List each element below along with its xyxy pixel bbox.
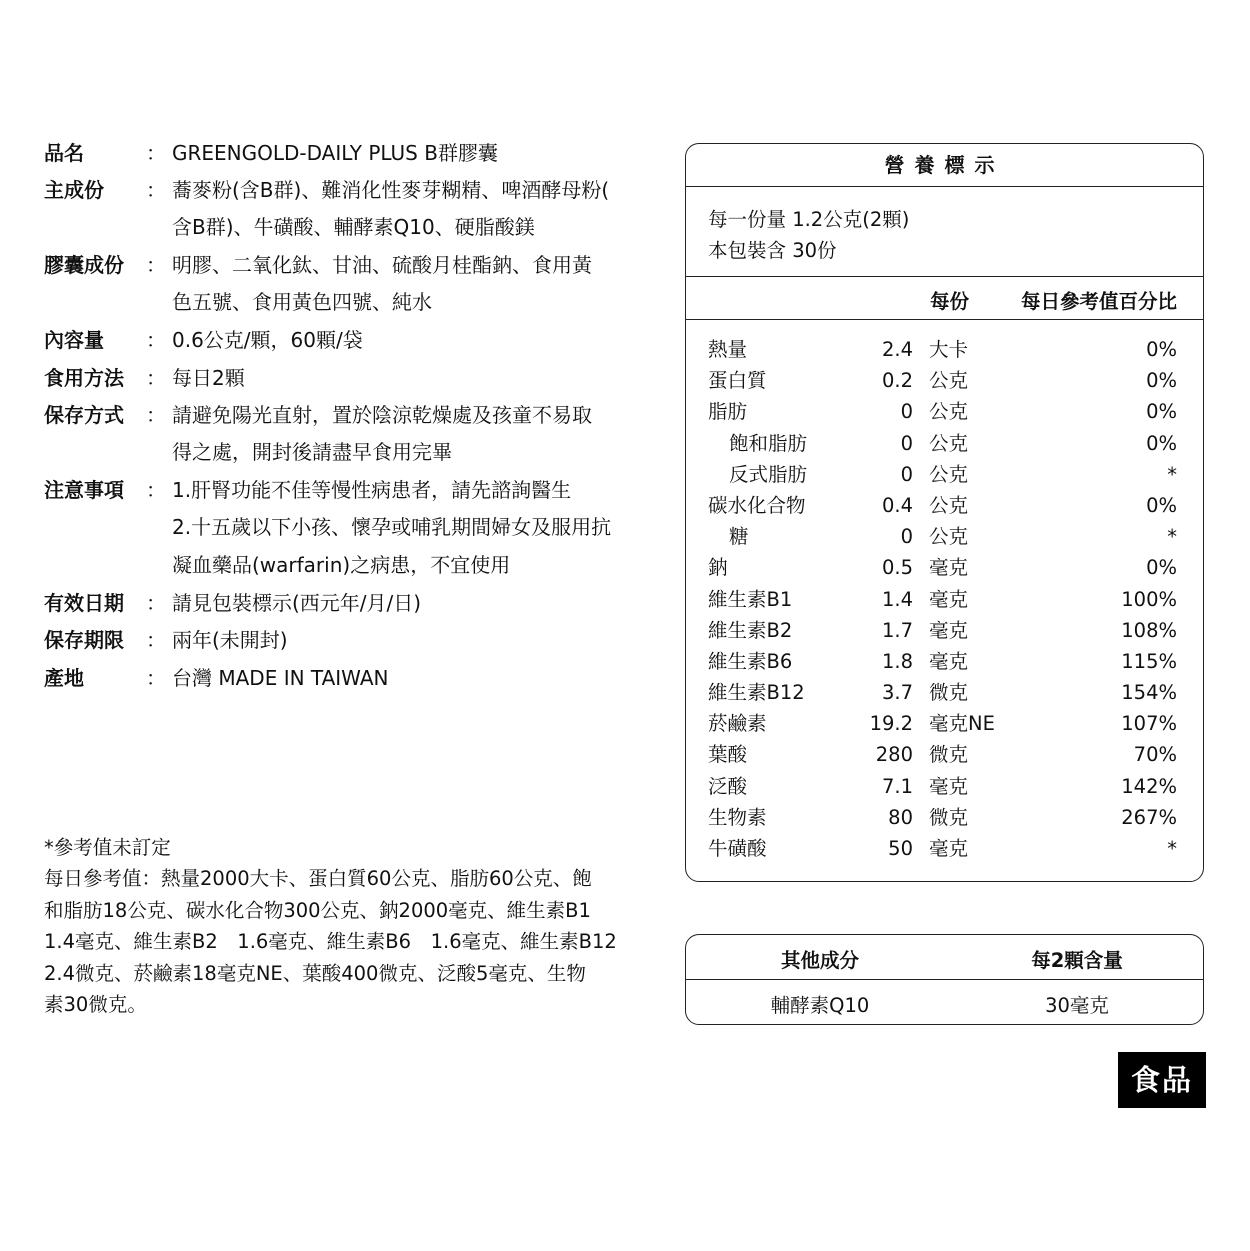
info-value-line: 請見包裝標示(西元年/月/日) — [172, 591, 422, 615]
info-value-line: 請避免陽光直射，置於陰涼乾燥處及孩童不易取 — [172, 403, 592, 427]
info-colon: ： — [146, 253, 166, 277]
info-colon: ： — [146, 403, 166, 427]
info-label: 有效日期 — [44, 591, 124, 615]
nutrient-amount: 1.4 — [881, 587, 913, 611]
nutrient-daily-pct: 100% — [1121, 587, 1177, 611]
nutrient-daily-pct: 115% — [1121, 649, 1177, 673]
info-value — [172, 660, 642, 697]
nutrient-amount: 2.4 — [881, 338, 913, 361]
nutrient-unit: 公克 — [929, 400, 969, 424]
nutrient-unit: 毫克 — [929, 837, 969, 860]
nutrition-row — [686, 677, 1203, 708]
nutrient-unit: 公克 — [929, 369, 969, 393]
info-colon: ： — [146, 478, 166, 502]
nutrition-row — [686, 428, 1203, 459]
nutrition-row — [686, 584, 1203, 615]
nutrient-name: 菸鹼素 — [708, 712, 767, 736]
nutrient-amount: 0 — [900, 400, 913, 424]
daily-pct-header: 每日參考值百分比 — [1020, 290, 1177, 313]
nutrient-name: 碳水化合物 — [708, 493, 806, 517]
nutrient-daily-pct: * — [1167, 837, 1177, 860]
nutrient-unit: 毫克 — [929, 649, 969, 673]
nutrient-name: 蛋白質 — [708, 369, 767, 393]
info-value — [172, 172, 642, 247]
nutrient-daily-pct: 0% — [1146, 493, 1177, 517]
nutrient-unit: 微克 — [929, 681, 969, 705]
info-label: 品名 — [44, 141, 84, 165]
nutrient-amount: 0.5 — [881, 556, 913, 580]
nutrient-name: 維生素B12 — [708, 681, 805, 705]
info-value-line: 兩年(未開封) — [172, 628, 288, 652]
other-ingredients-rows — [686, 980, 1203, 1024]
info-label: 膠囊成份 — [44, 253, 124, 277]
nutrition-rows — [686, 320, 1203, 864]
info-colon: ： — [146, 178, 166, 202]
nutrient-daily-pct: 70% — [1133, 743, 1177, 767]
nutrition-row — [686, 771, 1203, 802]
nutrition-row — [686, 615, 1203, 646]
nutrient-unit: 公克 — [929, 462, 969, 486]
other-ingredient-amount-header: 每2顆含量 — [1031, 949, 1123, 972]
nutrient-name: 泛酸 — [708, 774, 748, 798]
nutrition-row — [686, 802, 1203, 833]
nutrient-daily-pct: 0% — [1146, 556, 1177, 580]
nutrient-daily-pct: 142% — [1121, 774, 1177, 798]
nutrient-daily-pct: 154% — [1121, 681, 1177, 705]
note-line: 每日參考值：熱量2000大卡、蛋白質60公克、脂肪60公克、飽 — [44, 867, 592, 891]
nutrient-name: 飽和脂肪 — [729, 431, 808, 455]
info-label: 食用方法 — [44, 366, 124, 390]
info-value-line: 每日2顆 — [172, 366, 245, 390]
info-value — [172, 360, 642, 397]
nutrient-name: 糖 — [729, 525, 749, 549]
nutrient-name: 牛磺酸 — [708, 837, 767, 860]
info-value — [172, 622, 642, 659]
info-value-line: 得之處，開封後請盡早食用完畢 — [172, 440, 452, 465]
nutrition-row — [686, 521, 1203, 552]
nutrient-unit: 公克 — [929, 431, 969, 455]
nutrient-name: 熱量 — [708, 338, 748, 361]
info-value-line: 明膠、二氧化鈦、甘油、硫酸月桂酯鈉、食用黃 — [172, 253, 592, 277]
info-value-line: 含B群)、牛磺酸、輔酵素Q10、硬脂酸鎂 — [172, 215, 535, 240]
nutrient-daily-pct: 108% — [1121, 618, 1177, 642]
nutrient-unit: 毫克 — [929, 618, 969, 642]
nutrient-unit: 毫克NE — [929, 712, 995, 736]
nutrient-name: 維生素B6 — [708, 649, 793, 673]
nutrient-unit: 毫克 — [929, 587, 969, 611]
nutrient-name: 維生素B1 — [708, 587, 793, 611]
other-ingredients-panel — [685, 934, 1204, 1025]
serving-info — [686, 187, 1203, 277]
nutrient-unit: 大卡 — [929, 338, 969, 361]
note-line: *參考值未訂定 — [44, 836, 171, 859]
other-ingredient-amount: 30毫克 — [1045, 994, 1109, 1017]
info-value — [172, 247, 642, 322]
nutrient-daily-pct: 0% — [1146, 431, 1177, 455]
nutrient-amount: 19.2 — [869, 712, 913, 736]
info-value — [172, 135, 642, 172]
serving-size: 每一份量 1.2公克(2顆) — [708, 208, 910, 231]
nutrition-row — [686, 490, 1203, 521]
info-value-line: 凝血藥品(warfarin)之病患，不宜使用 — [172, 552, 511, 577]
info-colon: ： — [146, 328, 166, 352]
nutrient-name: 葉酸 — [708, 743, 748, 767]
nutrient-unit: 公克 — [929, 493, 969, 517]
nutrient-amount: 1.8 — [881, 649, 913, 673]
other-ingredient-name: 輔酵素Q10 — [770, 994, 870, 1017]
reference-notes — [44, 832, 617, 1020]
nutrition-row — [686, 459, 1203, 490]
nutrient-name: 反式脂肪 — [729, 462, 808, 486]
nutrient-amount: 3.7 — [881, 681, 913, 705]
nutrition-row — [686, 646, 1203, 677]
nutrient-name: 鈉 — [708, 556, 728, 580]
nutrition-row — [686, 739, 1203, 770]
nutrient-amount: 280 — [875, 743, 913, 767]
nutrient-unit: 微克 — [929, 743, 969, 767]
info-value-line: GREENGOLD-DAILY PLUS B群膠囊 — [172, 141, 498, 165]
nutrient-unit: 微克 — [929, 805, 969, 829]
info-colon: ： — [146, 628, 166, 652]
nutrient-unit: 公克 — [929, 525, 969, 549]
info-colon: ： — [146, 366, 166, 390]
info-label: 注意事項 — [44, 478, 124, 502]
nutrient-amount: 7.1 — [881, 774, 913, 798]
nutrient-amount: 0.2 — [881, 369, 913, 393]
nutrition-row — [686, 708, 1203, 739]
info-value — [172, 472, 642, 584]
nutrient-daily-pct: 0% — [1146, 400, 1177, 424]
nutrient-name: 脂肪 — [708, 400, 748, 424]
info-label: 產地 — [44, 666, 84, 690]
per-serving-header: 每份 — [930, 290, 970, 313]
info-value-line: 0.6公克/顆，60顆/袋 — [172, 328, 363, 352]
note-line: 和脂肪18公克、碳水化合物300公克、鈉2000毫克、維生素B1 — [44, 898, 591, 922]
servings-per-pack: 本包裝含 30份 — [708, 239, 837, 262]
nutrient-amount: 0 — [900, 462, 913, 486]
nutrient-daily-pct: * — [1167, 525, 1177, 549]
nutrient-amount: 0 — [900, 431, 913, 455]
info-value — [172, 322, 642, 359]
info-value-line: 2.十五歲以下小孩、懷孕或哺乳期間婦女及服用抗 — [172, 515, 612, 540]
nutrient-unit: 毫克 — [929, 556, 969, 580]
nutrient-name: 生物素 — [708, 805, 767, 829]
info-value — [172, 397, 642, 472]
info-label: 主成份 — [44, 178, 104, 202]
nutrition-row — [686, 396, 1203, 427]
nutrient-daily-pct: 267% — [1121, 805, 1177, 829]
info-value-line: 色五號、食用黃色四號、純水 — [172, 290, 432, 315]
note-line: 1.4毫克、維生素B2 1.6毫克、維生素B6 1.6毫克、維生素B12 — [44, 930, 617, 954]
info-label: 內容量 — [44, 328, 104, 352]
info-colon: ： — [146, 591, 166, 615]
info-value — [172, 585, 642, 622]
food-badge: 食品 — [1118, 1052, 1206, 1108]
nutrient-amount: 1.7 — [881, 618, 913, 642]
nutrient-amount: 80 — [888, 805, 913, 829]
nutrient-daily-pct: * — [1167, 462, 1177, 486]
info-colon: ： — [146, 141, 166, 165]
nutrient-amount: 0 — [900, 525, 913, 549]
nutrient-daily-pct: 0% — [1146, 369, 1177, 393]
note-line: 2.4微克、菸鹼素18毫克NE、葉酸400微克、泛酸5毫克、生物 — [44, 961, 586, 985]
nutrient-amount: 50 — [888, 837, 913, 860]
nutrition-column-header — [686, 277, 1203, 320]
note-line: 素30微克。 — [44, 993, 147, 1017]
other-ingredient-row — [686, 980, 1203, 1024]
nutrition-row — [686, 552, 1203, 583]
info-value-line: 1.肝腎功能不佳等慢性病患者，請先諮詢醫生 — [172, 478, 572, 502]
nutrition-row — [686, 833, 1203, 864]
nutrient-name: 維生素B2 — [708, 618, 793, 642]
nutrition-title: 營養標示 — [686, 144, 1203, 187]
nutrition-row — [686, 365, 1203, 396]
info-colon: ： — [146, 666, 166, 690]
nutrient-daily-pct: 0% — [1146, 338, 1177, 361]
info-label: 保存方式 — [44, 403, 124, 427]
nutrition-facts-panel — [685, 143, 1204, 882]
nutrient-daily-pct: 107% — [1121, 712, 1177, 736]
info-value-line: 蕎麥粉(含B群)、難消化性麥芽糊精、啤酒酵母粉( — [172, 178, 610, 202]
info-value-line: 台灣 MADE IN TAIWAN — [172, 666, 389, 690]
nutrition-row — [686, 334, 1203, 365]
other-ingredients-header — [686, 935, 1203, 980]
nutrient-unit: 毫克 — [929, 774, 969, 798]
nutrient-amount: 0.4 — [881, 493, 913, 517]
other-ingredient-name-header: 其他成分 — [780, 949, 860, 972]
info-label: 保存期限 — [44, 628, 124, 652]
